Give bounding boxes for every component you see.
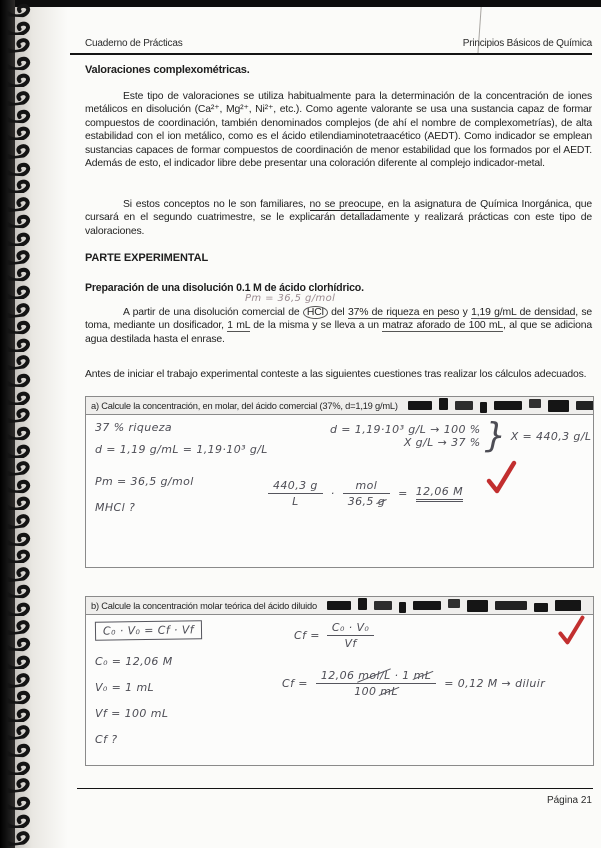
p2-underlined: no se preocupe xyxy=(309,199,382,210)
p3-s4: , se toma, mediante un dosificador, xyxy=(85,307,593,332)
header-left: Cuaderno de Prácticas xyxy=(85,38,183,49)
fraction-den: Vf xyxy=(344,637,357,650)
rule-line-1: d = 1,19·10³ g/L → 100 % xyxy=(330,423,481,436)
hw-b-dilution-formula-boxed xyxy=(95,621,202,640)
hw-b-formula xyxy=(294,621,374,650)
equals-sign: = xyxy=(398,487,408,500)
den-value: 100 xyxy=(354,685,381,698)
page-number: Página 21 xyxy=(546,795,592,806)
p2-pre: Si estos conceptos no le son familiares, xyxy=(123,199,310,210)
fraction-num: C₀ · V₀ xyxy=(327,621,374,636)
calc-lhs: Cf = xyxy=(282,677,308,690)
calc-result: = 0,12 M → diluir xyxy=(444,677,546,690)
fraction-den xyxy=(316,684,436,698)
hw-a-calculation xyxy=(268,479,463,508)
cancelled-unit: mL xyxy=(413,669,432,682)
fraction-num: 440,3 g xyxy=(268,479,323,494)
rule-line-2: X g/L → 37 % xyxy=(403,436,481,449)
footer-rule xyxy=(77,788,593,789)
fraction-formula xyxy=(327,621,374,650)
question-b-label: b) Calcule la concentración molar teórica del ácido diluido xyxy=(91,600,317,611)
question-box-a xyxy=(85,396,594,568)
cancelled-unit: mL xyxy=(380,685,398,698)
boxed-formula: C₀ · V₀ = Cf · Vf xyxy=(95,620,202,640)
hw-a-densidad: d = 1,19 g/mL = 1,19·10³ g/L xyxy=(95,443,268,456)
fraction-num xyxy=(316,669,436,684)
den-value: 36,5 xyxy=(347,495,378,508)
fraction-num: mol xyxy=(343,479,390,494)
fraction-den xyxy=(343,494,390,508)
fraction-calc xyxy=(316,669,436,698)
hw-b-calculation xyxy=(282,669,545,698)
cancelled-unit: g xyxy=(377,495,386,508)
question-b-header-band xyxy=(86,597,593,615)
p3-s2: del xyxy=(327,307,348,318)
hw-a-molarity-question: MHCl ? xyxy=(95,501,136,514)
question-a-label: a) Calcule la concentración, en molar, del ácido comercial (37%, d=1,19 g/mL) xyxy=(91,400,398,411)
scan-edge-top xyxy=(0,0,601,7)
hw-b-vf: Vf = 100 mL xyxy=(95,707,169,720)
hw-a-riqueza: 37 % riqueza xyxy=(95,421,173,434)
result-molarity: 12,06 M xyxy=(416,485,463,502)
p2-post: , en la asignatura de Química Inorgánica, que cursará en el segundo cuatrimestre, se le explicarán detalladamente y realizará prácticas con este tipo de valoraciones. xyxy=(85,199,592,237)
paragraph-instructions: Antes de iniciar el trabajo experimental conteste a las siguientes cuestiones tras realizar los cálculos adecuados. xyxy=(85,369,587,380)
fraction-density xyxy=(268,479,323,508)
hw-a-rule-of-three xyxy=(330,416,592,456)
p3-s6: , al que se adiciona agua destilada hasta el enrase. xyxy=(85,320,593,345)
hw-b-v0: V₀ = 1 mL xyxy=(95,681,155,694)
smudge-marks xyxy=(327,600,581,612)
question-a-header-band xyxy=(86,397,593,415)
handwritten-pm-annotation: Pm = 36,5 g/mol xyxy=(245,293,336,304)
hw-a-pm: Pm = 36,5 g/mol xyxy=(95,475,194,488)
fraction-den: L xyxy=(292,495,299,508)
paragraph-note xyxy=(85,198,592,238)
cancelled-unit: mol/L xyxy=(358,669,391,682)
p3-hcl-circled: HCl xyxy=(303,306,328,319)
p3-s1: A partir de una disolución comercial de xyxy=(123,307,303,318)
formula-lhs: Cf = xyxy=(294,629,320,642)
hw-b-cf-question: Cf ? xyxy=(95,733,118,746)
document-title: Valoraciones complexométricas. xyxy=(85,64,250,76)
paragraph-procedure xyxy=(85,306,592,346)
p3-underline-1ml: 1 mL xyxy=(227,320,250,332)
brace-glyph: } xyxy=(484,416,507,456)
num-value: 12,06 xyxy=(320,669,359,682)
red-checkmark-icon xyxy=(556,613,586,647)
paragraph-intro: Este tipo de valoraciones se utiliza habitualmente para la determinación de la concentración de iones metálicos en disolución (Ca²⁺, Mg²⁺, Ni²⁺, etc.). Como agente valorante se usa una sustancia capaz de formar compuestos de coordinación, también denominados complejos (de ahí el nombre de complexometrías), de alta estabilidad con el ion metálico, como es el ácido etilendiaminotetraacético (AEDT). Como indicador se emplean sustancias capaces de formar compuestos de coordinación de menor estabilidad que los formados por el AEDT. Además de esto, el indicador libre debe presentar una coloración diferente al complejo indicador-metal. xyxy=(85,91,592,170)
p3-underline-riqueza: 37% de riqueza en peso xyxy=(347,307,460,318)
multiply-dot: · xyxy=(330,487,335,500)
header-right: Principios Básicos de Química xyxy=(462,38,592,49)
subsection-heading: Preparación de una disolución 0.1 M de ácido clorhídrico. xyxy=(85,282,364,294)
header-rule xyxy=(70,53,592,55)
section-heading: PARTE EXPERIMENTAL xyxy=(85,252,209,264)
p3-s3: y xyxy=(459,307,472,318)
question-box-b xyxy=(85,596,594,766)
p3-s5: de la misma y se lleva a un xyxy=(249,320,383,332)
smudge-marks xyxy=(408,400,593,412)
hw-b-c0: C₀ = 12,06 M xyxy=(95,655,173,668)
fraction-molar-mass xyxy=(343,479,390,508)
red-checkmark-icon xyxy=(484,459,518,495)
rule-result: X = 440,3 g/L xyxy=(510,429,592,443)
num-mid: · 1 xyxy=(390,669,414,682)
running-header xyxy=(85,38,592,49)
p3-underline-densidad: 1,19 g/mL de densidad xyxy=(471,307,576,318)
p3-underline-matraz: matraz aforado de 100 mL xyxy=(382,320,503,332)
